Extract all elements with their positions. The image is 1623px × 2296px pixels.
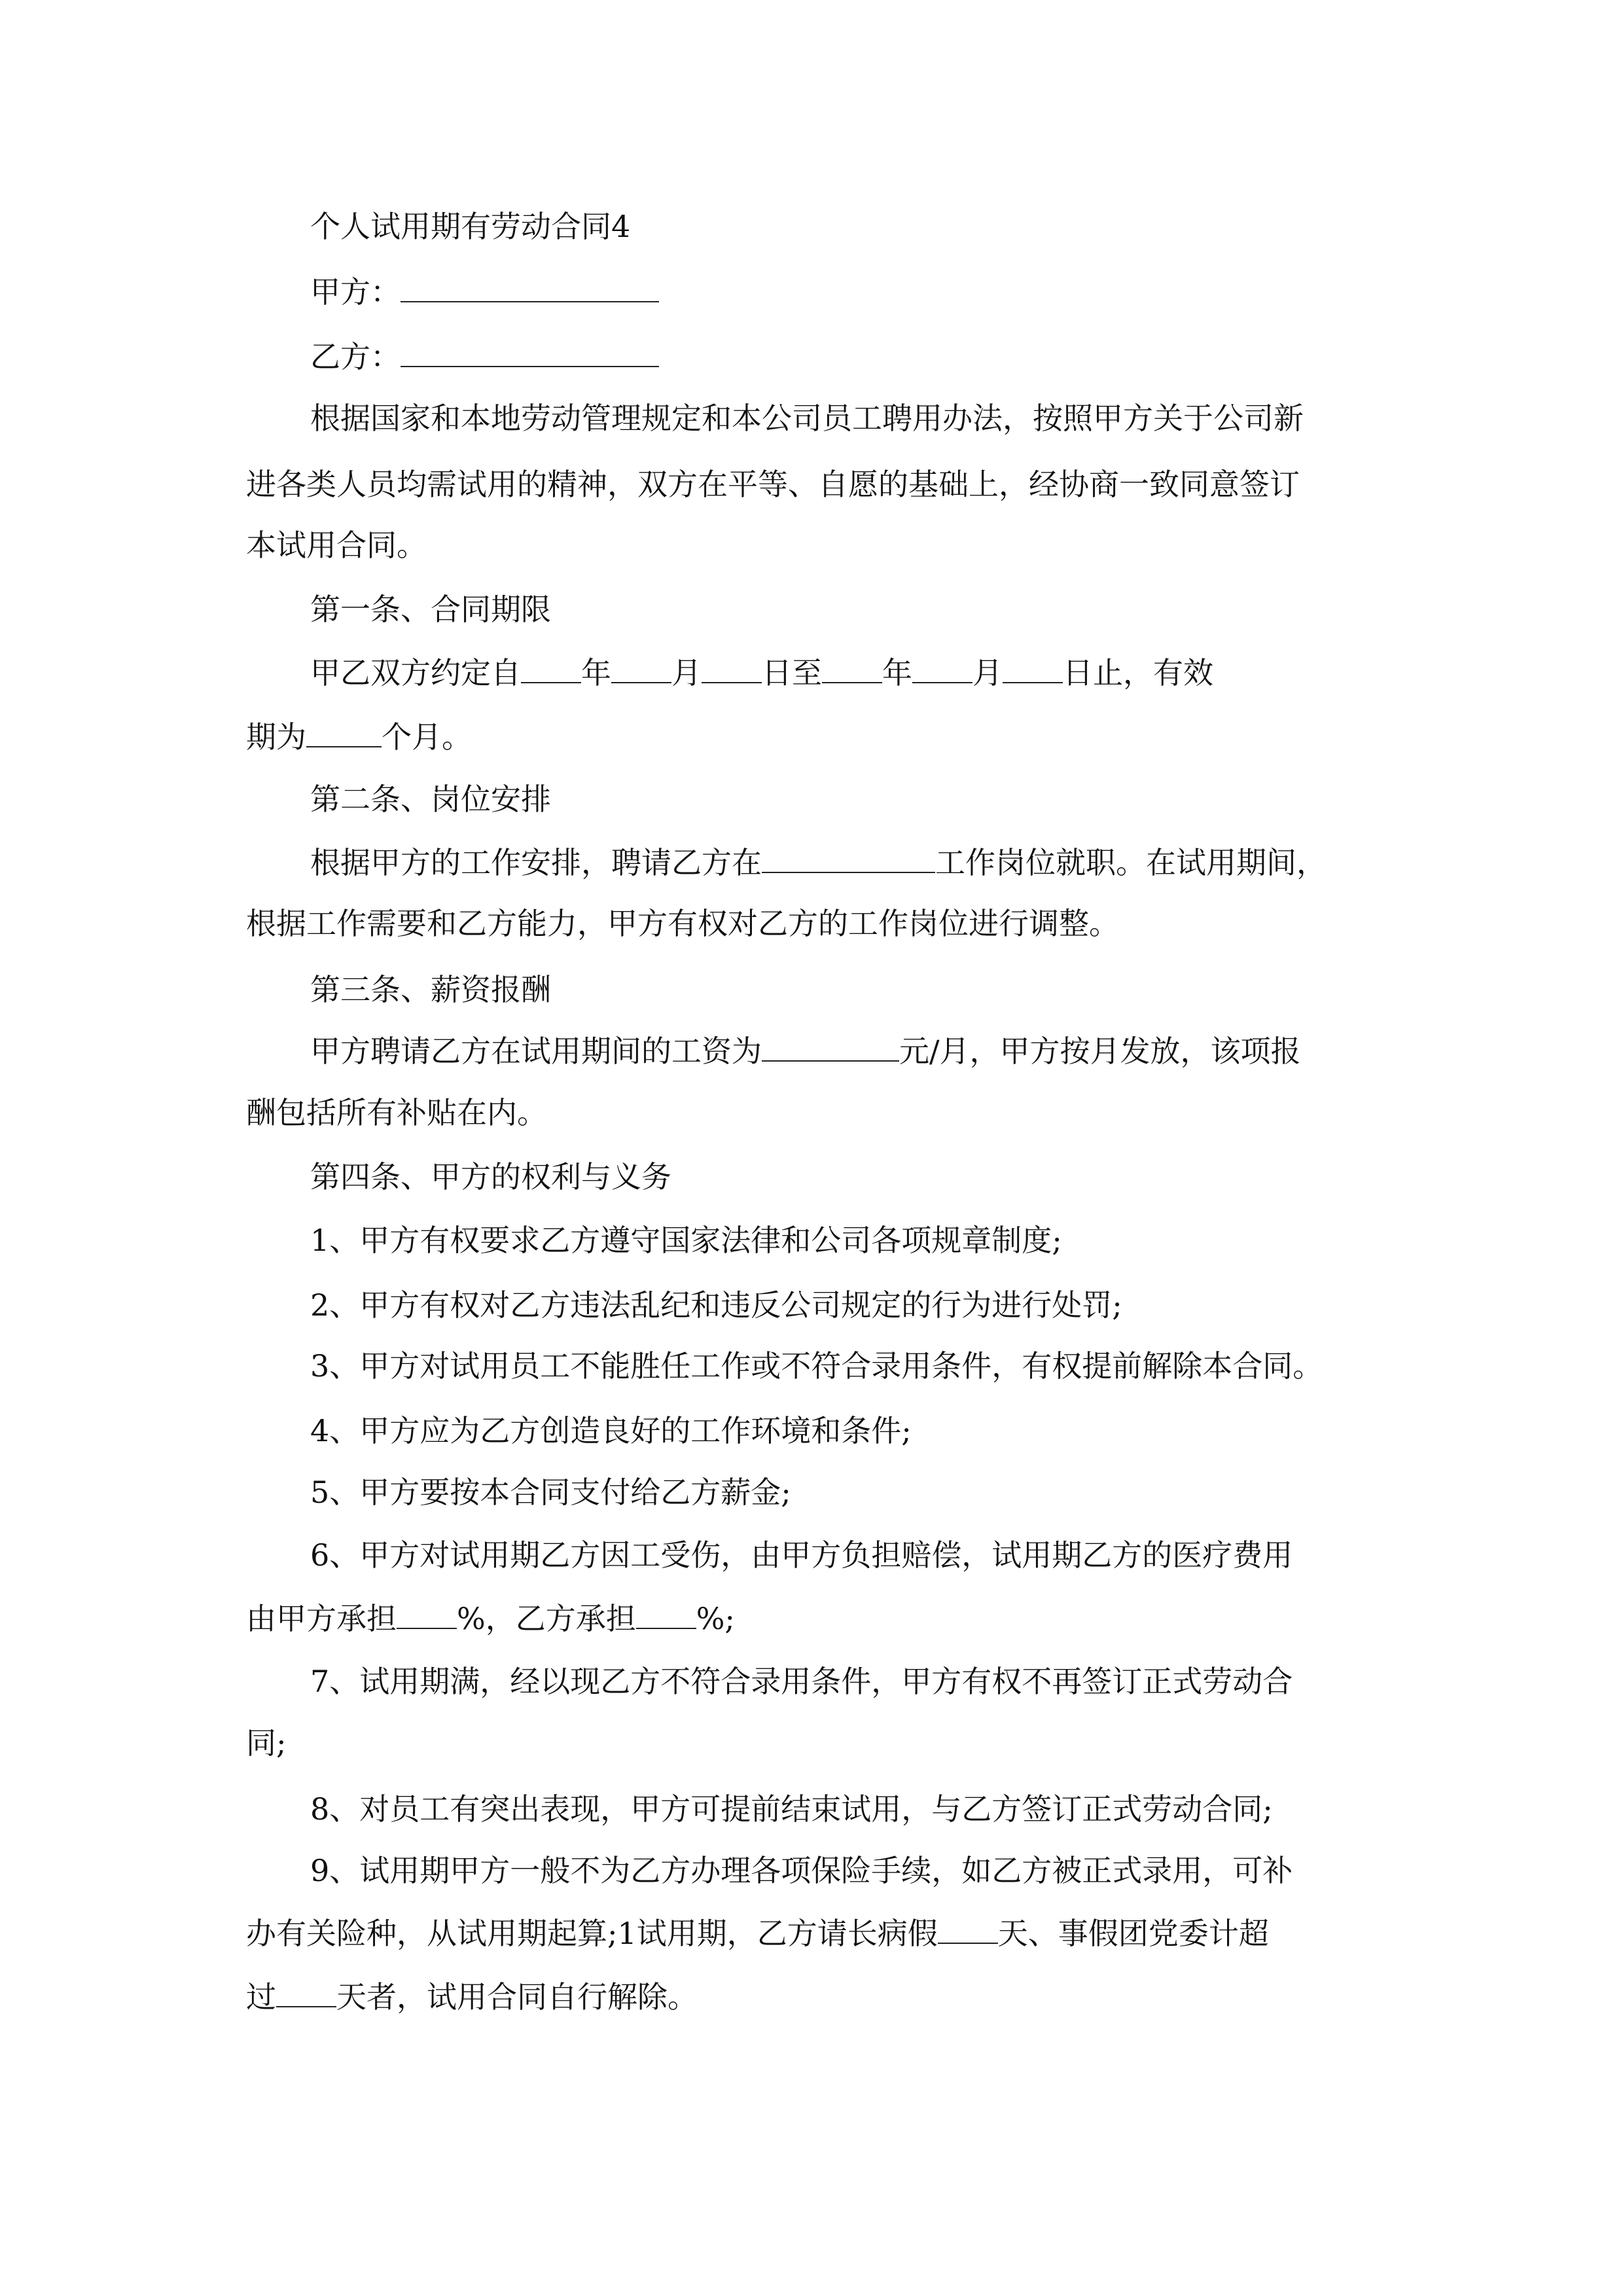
party-a-percent-blank [397,1604,457,1629]
article4-item: 2、甲方有权对乙方违法乱纪和违反公司规定的行为进行处罚; [310,1287,1122,1323]
article4-item [246,1979,698,2015]
text-segment: 甲乙双方约定自 [310,655,521,691]
article4-heading: 第四条、甲方的权利与义务 [310,1159,671,1194]
text-segment: 天、事假团党委计超 [997,1916,1269,1951]
text-segment: 月 [972,655,1003,691]
text-segment: 甲方聘请乙方在试用期间的工资为 [310,1033,762,1069]
article4-item: 5、甲方要按本合同支付给乙方薪金; [310,1475,791,1510]
sick-leave-days-blank [938,1919,998,1944]
article4-item: 9、试用期甲方一般不为乙方办理各项保险手续，如乙方被正式录用，可补 [310,1853,1293,1888]
party-b-blank [401,342,659,367]
article4-item: 8、对员工有突出表现，甲方可提前结束试用，与乙方签订正式劳动合同; [310,1791,1273,1827]
text-segment: %; [696,1601,735,1636]
article4-item: 7、试用期满，经以现乙方不符合录用条件，甲方有权不再签订正式劳动合 [310,1664,1293,1699]
intro-line: 本试用合同。 [246,528,427,563]
text-segment: 过 [246,1979,276,2015]
text-segment: 年 [882,655,912,691]
text-segment: 天者，试用合同自行解除。 [336,1979,698,2015]
article4-item: 4、甲方应为乙方创造良好的工作环境和条件; [310,1413,912,1448]
article1-heading: 第一条、合同期限 [310,592,551,627]
text-segment: 根据甲方的工作安排，聘请乙方在 [310,845,762,880]
party-b-percent-blank [636,1604,696,1629]
article1-line [246,719,472,755]
article2-heading: 第二条、岗位安排 [310,781,551,817]
leave-days-blank [276,1982,336,2007]
text-segment: 由甲方承担 [246,1601,397,1636]
intro-line: 进各类人员均需试用的精神，双方在平等、自愿的基础上，经协商一致同意签订 [246,467,1300,502]
article1-line [310,655,1213,691]
position-blank [762,848,935,873]
text-segment: 月 [671,655,702,691]
article4-item: 6、甲方对试用期乙方因工受伤，由甲方负担赔偿，试用期乙方的医疗费用 [310,1537,1293,1573]
party-a-blank [401,278,659,302]
start-day-blank [702,658,762,683]
start-year-blank [521,658,581,683]
party-a-line [310,274,659,310]
text-segment: 期为 [246,719,306,755]
article3-line: 酬包括所有补贴在内。 [246,1095,547,1130]
article2-line: 根据工作需要和乙方能力，甲方有权对乙方的工作岗位进行调整。 [246,906,1119,941]
end-year-blank [822,658,882,683]
article3-heading: 第三条、薪资报酬 [310,972,551,1007]
intro-line: 根据国家和本地劳动管理规定和本公司员工聘用办法，按照甲方关于公司新 [310,401,1304,436]
text-segment: 元/月，甲方按月发放，该项报 [899,1033,1301,1069]
text-segment: %，乙方承担 [457,1601,636,1636]
article4-item: 3、甲方对试用员工不能胜任工作或不符合录用条件，有权提前解除本合同。 [310,1348,1323,1384]
article2-line [310,845,1327,880]
text-segment: 日至 [762,655,822,691]
article4-item: 1、甲方有权要求乙方遵守国家法律和公司各项规章制度; [310,1223,1062,1258]
party-b-line [310,339,659,374]
text-segment: 个月。 [382,719,472,755]
text-segment: 日止，有效 [1063,655,1213,691]
text-segment: 工作岗位就职。在试用期间， [935,845,1327,880]
article4-item [246,1916,1269,1951]
end-day-blank [1003,658,1063,683]
start-month-blank [611,658,671,683]
end-month-blank [912,658,972,683]
salary-blank [762,1037,899,1062]
article4-item [246,1601,735,1636]
document-title: 个人试用期有劳动合同4 [310,209,631,244]
party-a-label: 甲方： [310,274,401,310]
article4-item: 同; [246,1725,287,1761]
text-segment: 年 [581,655,611,691]
text-segment: 办有关险种，从试用期起算;1试用期，乙方请长病假 [246,1916,938,1951]
party-b-label: 乙方： [310,339,401,374]
months-blank [306,723,382,747]
article3-line [310,1033,1301,1069]
